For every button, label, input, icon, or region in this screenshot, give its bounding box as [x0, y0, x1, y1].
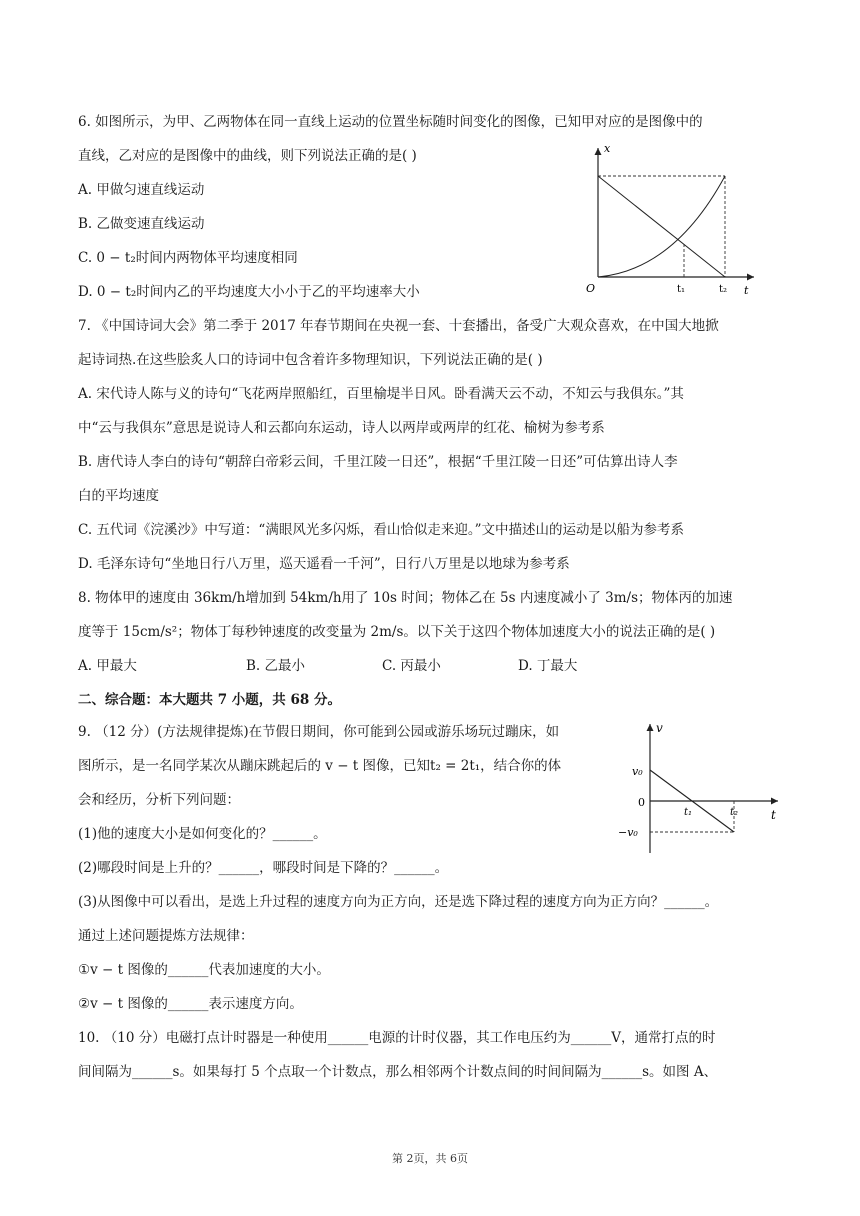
q9-line3: 会和经历，分析下列问题：	[78, 792, 240, 808]
q9-method-2: ②v − t 图像的______表示速度方向。	[78, 996, 303, 1012]
q6-t2-label: t₂	[719, 284, 728, 295]
q7-option-c: C. 五代词《浣溪沙》中写道：“满眼风光多闪烁，看山恰似走来迎。”文中描述山的运动是以船为参考系	[78, 522, 684, 538]
q6-option-b: B. 乙做变速直线运动	[78, 216, 205, 232]
q6-xt-graph	[584, 140, 764, 300]
q6-t1-label: t₁	[677, 284, 686, 295]
q10-line1: 10. （10 分）电磁打点计时器是一种使用______电源的计时仪器，其工作电压约为______V，通常打点的时	[78, 1030, 716, 1046]
q6-option-d: D. 0 − t₂时间内乙的平均速度大小小于乙的平均速率大小	[78, 284, 420, 300]
page-footer: 第 2页，共 6页	[392, 1152, 468, 1165]
q9-sub2: (2)哪段时间是上升的？______，哪段时间是下降的？______。	[78, 860, 449, 876]
q9-t1-label: t₁	[684, 807, 693, 818]
q7-option-b-line1: B. 唐代诗人李白的诗句“朝辞白帝彩云间，千里江陵一日还”，根据“千里江陵一日还”可估算出诗人李	[78, 454, 678, 470]
q7-option-a-line1: A. 宋代诗人陈与义的诗句“飞花两岸照船红，百里榆堤半日风。卧看满天云不动，不知云与我俱东。”其	[78, 386, 684, 402]
q7-line1: 7. 《中国诗词大会》第二季于 2017 年春节期间在央视一套、十套播出，备受广大观众喜欢，在中国大地掀	[78, 318, 719, 334]
q7-option-d: D. 毛泽东诗句“坐地日行八万里，巡天遥看一千河”，日行八万里是以地球为参考系	[78, 556, 570, 572]
section-2-title: 二、综合题：本大题共 7 小题，共 68 分。	[78, 692, 341, 708]
q6-y-axis-label: x	[604, 142, 611, 155]
q9-line1: 9. （12 分）(方法规律提炼)在节假日期间，你可能到公园或游乐场玩过蹦床，如	[78, 724, 560, 740]
q9-line2: 图所示，是一名同学某次从蹦床跳起后的 v − t 图像，已知t₂ = 2t₁，结合你的体	[78, 758, 562, 774]
q10-line2: 间间隔为______s。如果每打 5 个点取一个计数点，那么相邻两个计数点间的时间间隔为______s。如图 A、	[78, 1064, 718, 1080]
q6-x-axis-label: t	[744, 284, 749, 297]
q7-option-b-line2: 白的平均速度	[78, 488, 159, 504]
q9-sub3: (3)从图像中可以看出，是选上升过程的速度方向为正方向，还是选下降过程的速度方向为正方向？______。	[78, 894, 719, 910]
q8-line1: 8. 物体甲的速度由 36km/h增加到 54km/h用了 10s 时间；物体乙在 5s 内速度减小了 3m/s；物体丙的加速	[78, 590, 733, 606]
q9-v0-label: v₀	[632, 765, 643, 778]
q9-t2-label: t₂	[730, 807, 739, 818]
q6-stem-line2: 直线，乙对应的是图像中的曲线，则下列说法正确的是( )	[78, 148, 417, 164]
q6-origin-label: O	[586, 282, 596, 295]
q9-y-axis-label: v	[656, 721, 663, 735]
q8-option-a: A. 甲最大	[78, 658, 137, 674]
q9-vt-graph	[616, 718, 786, 858]
q8-option-b: B. 乙最小	[246, 658, 306, 674]
q9-origin-label: 0	[638, 796, 645, 809]
q9-neg-v0-label: −v₀	[618, 826, 638, 839]
q6-option-c: C. 0 − t₂时间内两物体平均速度相同	[78, 250, 298, 266]
q7-line2: 起诗词热.在这些脍炙人口的诗词中包含着许多物理知识，下列说法正确的是( )	[78, 352, 543, 368]
q9-method-intro: 通过上述问题提炼方法规律：	[78, 928, 254, 944]
q6-option-a: A. 甲做匀速直线运动	[78, 182, 205, 198]
q8-option-c: C. 丙最小	[382, 658, 441, 674]
q8-line2: 度等于 15cm/s²；物体丁每秒钟速度的改变量为 2m/s。以下关于这四个物体加速度大小的说法正确的是( )	[78, 624, 716, 640]
q6-line-jia	[598, 176, 725, 277]
q8-option-d: D. 丁最大	[518, 658, 578, 674]
q7-option-a-line2: 中“云与我俱东”意思是说诗人和云都向东运动，诗人以两岸或两岸的红花、榆树为参考系	[78, 420, 605, 436]
q9-x-axis-label: t	[771, 808, 776, 822]
q9-sub1: (1)他的速度大小是如何变化的？______。	[78, 826, 327, 842]
q9-method-1: ①v − t 图像的______代表加速度的大小。	[78, 962, 330, 978]
q6-stem-line1: 6. 如图所示，为甲、乙两物体在同一直线上运动的位置坐标随时间变化的图像，已知甲对应的是图像中的	[78, 114, 703, 130]
